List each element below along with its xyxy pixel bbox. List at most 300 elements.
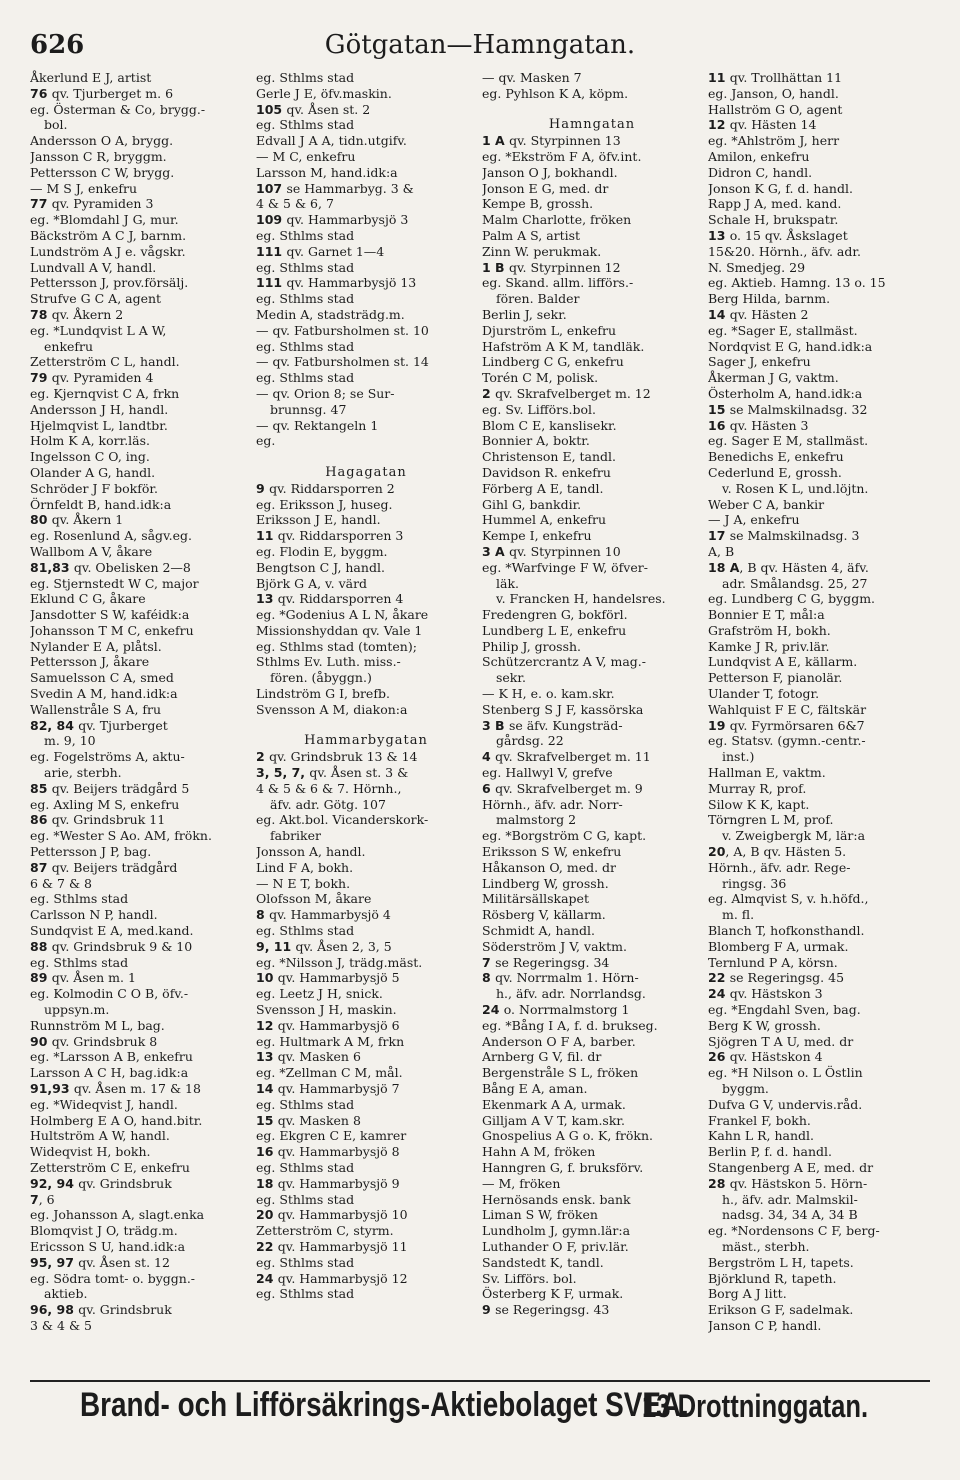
directory-entry: Sundqvist E A, med.kand.: [30, 923, 194, 939]
directory-entry: Gerle J E, öfv.maskin.: [256, 85, 392, 101]
directory-entry: läk.: [496, 575, 519, 591]
directory-entry: 10 qv. Hammarbysjö 5: [256, 970, 400, 986]
directory-entry: 16 qv. Hästen 3: [708, 417, 809, 433]
street-heading: Hammarbygatan: [304, 733, 428, 749]
directory-entry: eg. *Wester S Ao. AM, frökn.: [30, 828, 212, 844]
directory-entry: 18 qv. Hammarbysjö 9: [256, 1175, 400, 1191]
directory-entry: Österberg K F, urmak.: [482, 1286, 624, 1302]
directory-entry: 2 qv. Grindsbruk 13 & 14: [256, 749, 418, 765]
directory-entry: Jansson C R, bryggm.: [30, 148, 167, 164]
directory-entry: eg. Sthlms stad: [30, 891, 129, 907]
directory-entry: Bonnier A, boktr.: [482, 433, 590, 449]
directory-entry: h., äfv. adr. Malmskil-: [722, 1191, 858, 1207]
directory-entry: — K H, e. o. kam.skr.: [482, 686, 615, 702]
advertisement-text: Brand- och Lifförsäkrings-Aktiebolaget SVEA.: [80, 1386, 689, 1424]
directory-entry: Zetterström C E, enkefru: [30, 1159, 190, 1175]
directory-entry: Ulander T, fotogr.: [708, 686, 820, 702]
directory-entry: Stangenberg A E, med. dr: [708, 1159, 874, 1175]
directory-entry: N. Smedjeg. 29: [708, 259, 806, 275]
directory-entry: 13 qv. Masken 6: [256, 1049, 361, 1065]
directory-entry: Holmberg E A O, hand.bitr.: [30, 1112, 203, 1128]
street-heading: Hagagatan: [325, 464, 407, 480]
directory-entry: Schützercrantz A V, mag.-: [482, 654, 647, 670]
directory-entry: Lindberg C G, enkefru: [482, 354, 624, 370]
directory-entry: eg. Sthlms stad: [256, 259, 355, 275]
directory-entry: Holm K A, korr.läs.: [30, 433, 151, 449]
directory-entry: Edvall J A A, tidn.utgifv.: [256, 133, 407, 149]
directory-entry: Hummel A, enkefru: [482, 512, 607, 528]
page-header: [0, 28, 960, 68]
directory-entry: Johansson T M C, enkefru: [30, 622, 194, 638]
directory-entry: Ericsson S U, hand.idk:a: [30, 1238, 186, 1254]
directory-entry: Eriksson S W, enkefru: [482, 844, 622, 860]
directory-entry: eg. *Sager E, stallmäst.: [708, 322, 858, 338]
directory-entry: Andersson O A, brygg.: [30, 133, 174, 149]
directory-entry: Eklund C G, åkare: [30, 591, 146, 607]
directory-entry: 4 & 5 & 6 & 7. Hörnh.,: [256, 780, 402, 796]
directory-entry: Ternlund P A, körsn.: [708, 954, 838, 970]
directory-entry: Christenson E, tandl.: [482, 449, 617, 465]
directory-entry: eg. Stjernstedt W C, major: [30, 575, 199, 591]
directory-entry: brunnsg. 47: [270, 401, 347, 417]
directory-entry: Ingelsson C O, ing.: [30, 449, 150, 465]
directory-entry: eg. Akt.bol. Vicanderskork-: [256, 812, 429, 828]
directory-column-1: [30, 70, 250, 1378]
directory-entry: Gilljam A V T, kam.skr.: [482, 1112, 625, 1128]
directory-entry: 95, 97 qv. Åsen st. 12: [30, 1254, 170, 1270]
directory-entry: Schale H, brukspatr.: [708, 212, 839, 228]
directory-entry: Benedichs E, enkefru: [708, 449, 844, 465]
directory-entry: 7 se Regeringsg. 34: [482, 954, 610, 970]
directory-entry: enkefru: [44, 338, 94, 354]
directory-entry: Bergström L H, tapets.: [708, 1254, 854, 1270]
directory-entry: m. fl.: [722, 907, 755, 923]
directory-entry: gårdsg. 22: [496, 733, 564, 749]
directory-entry: — qv. Orion 8; se Sur-: [256, 385, 395, 401]
directory-entry: — M C, enkefru: [256, 148, 356, 164]
directory-entry: v. Francken H, handelsres.: [496, 591, 666, 607]
directory-entry: Luthander O F, priv.lär.: [482, 1238, 629, 1254]
directory-entry: Amilon, enkefru: [708, 148, 810, 164]
page-title: Götgatan—Hamngatan.: [324, 30, 636, 60]
directory-entry: Berlin P, f. d. handl.: [708, 1144, 833, 1160]
directory-entry: 91,93 qv. Åsen m. 17 & 18: [30, 1081, 201, 1096]
directory-entry: Hafström A K M, tandläk.: [482, 338, 645, 354]
directory-entry: eg. *Larsson A B, enkefru: [30, 1049, 193, 1065]
directory-entry: Grafström H, bokh.: [708, 622, 831, 638]
directory-entry: Kempe I, enkefru: [482, 528, 592, 544]
directory-entry: uppsyn.m.: [44, 1002, 110, 1018]
directory-entry: Fredengren G, bokförl.: [482, 607, 628, 623]
directory-entry: 80 qv. Åkern 1: [30, 512, 124, 528]
directory-entry: Hernösands ensk. bank: [482, 1191, 631, 1207]
directory-entry: Bonnier E T, mål:a: [708, 607, 825, 623]
directory-entry: eg. *Ekström F A, öfv.int.: [482, 148, 642, 164]
directory-entry: Samuelsson C A, smed: [30, 670, 174, 686]
directory-entry: 1 A qv. Styrpinnen 13: [482, 133, 621, 149]
directory-entry: Torén C M, polisk.: [482, 370, 599, 386]
directory-entry: eg. Flodin E, byggm.: [256, 543, 388, 559]
directory-entry: Medin A, stadsträdg.m.: [256, 306, 405, 322]
directory-entry: Sthlms Ev. Luth. miss.-: [256, 654, 401, 670]
directory-entry: 14 qv. Hammarbysjö 7: [256, 1081, 400, 1096]
directory-entry: Schröder J F bokför.: [30, 480, 158, 496]
directory-entry: Åkerman J G, vaktm.: [708, 370, 839, 386]
directory-entry: [482, 102, 702, 118]
directory-entry: Lundholm J, gymn.lär:a: [482, 1223, 631, 1239]
directory-column-2: [256, 70, 476, 1378]
directory-entry: Davidson R. enkefru: [482, 464, 611, 480]
directory-entry: eg. Skand. allm. lifförs.-: [482, 275, 634, 291]
directory-entry: 28 qv. Hästskon 5. Hörn-: [708, 1175, 868, 1191]
directory-entry: Bäckström A C J, barnm.: [30, 227, 187, 243]
directory-entry: eg. Sthlms stad: [256, 923, 355, 939]
directory-entry: eg. Sthlms stad: [256, 70, 355, 85]
directory-entry: Hultström A W, handl.: [30, 1128, 170, 1144]
directory-entry: eg. Österman & Co, brygg.-: [30, 101, 206, 117]
directory-entry: eg. *Wideqvist J, handl.: [30, 1096, 178, 1112]
directory-entry: eg. Sthlms stad (tomten);: [256, 638, 417, 654]
directory-entry: Bång E A, aman.: [482, 1081, 588, 1096]
directory-entry: Jonson E G, med. dr: [482, 180, 609, 196]
directory-entry: Kempe B, grossh.: [482, 196, 594, 212]
directory-entry: Lind F A, bokh.: [256, 859, 354, 875]
directory-entry: Palm A S, artist: [482, 227, 581, 243]
directory-entry: 12 qv. Hästen 14: [708, 117, 817, 133]
directory-entry: Jonson K G, f. d. handl.: [708, 180, 853, 196]
directory-entry: eg. Axling M S, enkefru: [30, 796, 180, 812]
directory-entry: adr. Smålandsg. 25, 27: [722, 575, 868, 591]
directory-entry: Rösberg V, källarm.: [482, 907, 606, 923]
directory-entry: eg. Sthlms stad: [256, 1159, 355, 1175]
directory-entry: 20, A, B qv. Hästen 5.: [708, 844, 847, 860]
directory-entry: Svensson J H, maskin.: [256, 1002, 397, 1018]
directory-entry: Arnberg G V, fil. dr: [482, 1049, 602, 1065]
directory-entry: eg. *Borgström C G, kapt.: [482, 828, 647, 844]
directory-entry: Svensson A M, diakon:a: [256, 701, 408, 717]
directory-entry: h., äfv. adr. Norrlandsg.: [496, 986, 646, 1002]
directory-entry: Dufva G V, undervis.råd.: [708, 1096, 863, 1112]
directory-entry: eg. Sthlms stad: [256, 1096, 355, 1112]
directory-entry: eg. Sthlms stad: [256, 338, 355, 354]
directory-entry: 15 se Malmskilnadsg. 32: [708, 401, 868, 417]
directory-entry: sekr.: [496, 670, 526, 686]
directory-entry: 109 qv. Hammarbysjö 3: [256, 212, 409, 228]
directory-entry: Djurström L, enkefru: [482, 322, 617, 338]
directory-entry: eg. *Godenius A L N, åkare: [256, 607, 429, 623]
directory-entry: Kamke J R, priv.lär.: [708, 638, 830, 654]
directory-entry: Missionshyddan qv. Vale 1: [256, 622, 423, 638]
advertisement-address: 13 Drottninggatan.: [642, 1388, 869, 1424]
advertisement-footer: [30, 1380, 930, 1434]
directory-entry: Lundström A J e. vågskr.: [30, 243, 186, 259]
directory-entry: Militärsällskapet: [482, 891, 589, 907]
directory-entry: Ekenmark A A, urmak.: [482, 1096, 626, 1112]
directory-entry: 18 A, B qv. Hästen 4, äfv.: [708, 559, 869, 575]
directory-entry: eg. Eriksson J, huseg.: [256, 496, 393, 512]
directory-entry: nadsg. 34, 34 A, 34 B: [722, 1207, 858, 1223]
directory-entry: m. 9, 10: [44, 733, 96, 749]
directory-entry: 9, 11 qv. Åsen 2, 3, 5: [256, 938, 392, 954]
directory-entry: 9 qv. Riddarsporren 2: [256, 480, 395, 496]
directory-entry: malmstorg 2: [496, 812, 577, 828]
directory-entry: 111 qv. Hammarbysjö 13: [256, 275, 417, 291]
directory-entry: 77 qv. Pyramiden 3: [30, 196, 154, 212]
directory-entry: Sjögren T A U, med. dr: [708, 1033, 854, 1049]
directory-entry: eg. Kolmodin C O B, öfv.-: [30, 986, 189, 1002]
directory-entry: Pettersson J, åkare: [30, 654, 150, 670]
directory-entry: Zinn W. perukmak.: [482, 243, 602, 259]
directory-entry: Bengtson C J, handl.: [256, 559, 385, 575]
directory-entry: eg. *Nordensons C F, berg-: [708, 1223, 880, 1239]
directory-entry: Didron C, handl.: [708, 164, 813, 180]
directory-entry: Lundvall A V, handl.: [30, 259, 157, 275]
directory-entry: Nylander E A, plåtsl.: [30, 638, 162, 654]
directory-entry: 24 o. Norrmalmstorg 1: [482, 1002, 630, 1018]
directory-entry: Lindström G I, brefb.: [256, 686, 390, 702]
directory-entry: eg. Pyhlson K A, köpm.: [482, 85, 629, 101]
directory-entry: bol.: [44, 117, 68, 133]
directory-entry: eg. Lundberg C G, byggm.: [708, 591, 876, 607]
directory-entry: Zetterström C, styrm.: [256, 1223, 394, 1239]
directory-entry: 14 qv. Hästen 2: [708, 306, 809, 322]
directory-entry: eg. Kjernqvist C A, frkn: [30, 385, 180, 401]
directory-entry: Blomqvist J O, trädg.m.: [30, 1223, 178, 1239]
directory-entry: Björklund R, tapeth.: [708, 1270, 837, 1286]
directory-entry: Gihl G, bankdir.: [482, 496, 582, 512]
directory-entry: 22 se Regeringsg. 45: [708, 970, 845, 986]
directory-entry: 3 B se äfv. Kungsträd-: [482, 717, 623, 733]
directory-entry: Frankel F, bokh.: [708, 1112, 811, 1128]
directory-entry: Runnström M L, bag.: [30, 1017, 165, 1033]
directory-entry: eg. Sthlms stad: [256, 370, 355, 386]
directory-entry: Björk G A, v. värd: [256, 575, 368, 591]
directory-entry: Bergenstråle S L, fröken: [482, 1065, 639, 1081]
directory-entry: 4 & 5 & 6, 7: [256, 196, 334, 212]
directory-entry: 90 qv. Grindsbruk 8: [30, 1033, 158, 1049]
directory-entry: Berg Hilda, barnm.: [708, 291, 831, 307]
directory-entry: Hörnh., äfv. adr. Rege-: [708, 859, 851, 875]
directory-entry: 81,83 qv. Obelisken 2—8: [30, 559, 191, 575]
directory-entry: eg. Fogelströms A, aktu-: [30, 749, 185, 765]
directory-entry: v. Rosen K L, und.löjtn.: [722, 480, 869, 496]
directory-entry: 24 qv. Hammarbysjö 12: [256, 1270, 408, 1286]
directory-entry: 20 qv. Hammarbysjö 10: [256, 1207, 408, 1223]
directory-entry: mäst., sterbh.: [722, 1238, 810, 1254]
directory-entry: [256, 718, 476, 734]
directory-entry: Håkanson O, med. dr: [482, 859, 617, 875]
directory-entry: Pettersson J P, bag.: [30, 844, 152, 860]
directory-entry: 78 qv. Åkern 2: [30, 306, 124, 322]
directory-entry: 107 se Hammarbyg. 3 &: [256, 180, 414, 196]
directory-entry: eg. Sthlms stad: [30, 954, 129, 970]
directory-entry: eg. Janson, O, handl.: [708, 85, 839, 101]
directory-entry: eg. Hallwyl V, grefve: [482, 765, 613, 781]
directory-entry: 15 qv. Masken 8: [256, 1112, 361, 1128]
directory-entry: Söderström J V, vaktm.: [482, 938, 627, 954]
directory-entry: Larsson A C H, bag.idk:a: [30, 1065, 189, 1081]
directory-entry: Murray R, prof.: [708, 780, 807, 796]
directory-entry: 6 qv. Skrafvelberget m. 9: [482, 780, 643, 796]
directory-entry: Nordqvist E G, hand.idk:a: [708, 338, 873, 354]
directory-entry: eg. *Blomdahl J G, mur.: [30, 212, 179, 228]
directory-entry: 88 qv. Grindsbruk 9 & 10: [30, 938, 193, 954]
directory-entry: eg. Almqvist S, v. h.höfd.,: [708, 891, 869, 907]
directory-entry: 13 qv. Riddarsporren 4: [256, 591, 404, 607]
directory-entry: 92, 94 qv. Grindsbruk: [30, 1175, 172, 1191]
directory-entry: Rapp J A, med. kand.: [708, 196, 842, 212]
directory-entry: 24 qv. Hästskon 3: [708, 986, 823, 1002]
directory-entry: eg. Johansson A, slagt.enka: [30, 1207, 205, 1223]
directory-entry: eg. Hultmark A M, frkn: [256, 1033, 405, 1049]
directory-entry: — qv. Fatbursholmen st. 14: [256, 354, 429, 370]
directory-entry: eg. *Lundqvist L A W,: [30, 322, 167, 338]
directory-entry: Hjelmqvist L, landtbr.: [30, 417, 168, 433]
directory-entry: Hanngren G, f. bruksförv.: [482, 1159, 644, 1175]
directory-entry: Wahlquist F E C, fältskär: [708, 701, 867, 717]
directory-entry: eg. Leetz J H, snick.: [256, 986, 383, 1002]
directory-entry: 8 qv. Norrmalm 1. Hörn-: [482, 970, 639, 986]
directory-entry: Sager J, enkefru: [708, 354, 811, 370]
directory-entry: Malm Charlotte, fröken: [482, 212, 632, 228]
directory-entry: inst.): [722, 749, 755, 765]
directory-entry: Petterson F, pianolär.: [708, 670, 843, 686]
directory-entry: Sv. Lifförs. bol.: [482, 1270, 577, 1286]
directory-entry: Erikson G F, sadelmak.: [708, 1302, 854, 1318]
directory-entry: Liman S W, fröken: [482, 1207, 598, 1223]
directory-entry: Jonsson A, handl.: [256, 844, 366, 860]
directory-entry: eg. *Ahlström J, herr: [708, 133, 840, 149]
directory-entry: Österholm A, hand.idk:a: [708, 385, 863, 401]
directory-entry: 111 qv. Garnet 1—4: [256, 243, 385, 259]
directory-entry: 16 qv. Hammarbysjö 8: [256, 1144, 400, 1160]
directory-entry: Olander A G, handl.: [30, 464, 156, 480]
directory-entry: Hörnh., äfv. adr. Norr-: [482, 796, 623, 812]
directory-entry: Blanch T, hofkonsthandl.: [708, 923, 865, 939]
directory-entry: 26 qv. Hästskon 4: [708, 1049, 823, 1065]
directory-entry: 11 qv. Trollhättan 11: [708, 70, 843, 85]
directory-entry: Jansdotter S W, kaféidk:a: [30, 607, 190, 623]
directory-entry: arie, sterbh.: [44, 765, 122, 781]
directory-entry: eg. *Zellman C M, mål.: [256, 1065, 403, 1081]
directory-entry: A, B: [708, 543, 735, 559]
directory-entry: Pettersson C W, brygg.: [30, 164, 175, 180]
directory-entry: fören. Balder: [496, 291, 580, 307]
directory-entry: — M, fröken: [482, 1175, 561, 1191]
directory-entry: Olofsson M, åkare: [256, 891, 372, 907]
directory-entry: 17 se Malmskilnadsg. 3: [708, 528, 860, 544]
directory-entry: äfv. adr. Götg. 107: [270, 796, 386, 812]
directory-entry: 89 qv. Åsen m. 1: [30, 970, 136, 986]
directory-entry: eg. Sthlms stad: [256, 227, 355, 243]
directory-entry: 19 qv. Fyrmörsaren 6&7: [708, 717, 865, 733]
directory-entry: eg. Södra tomt- o. byggn.-: [30, 1270, 196, 1286]
directory-entry: eg. Sthlms stad: [256, 1286, 355, 1302]
directory-entry: Sandstedt K, tandl.: [482, 1254, 604, 1270]
directory-entry: Örnfeldt B, hand.idk:a: [30, 496, 172, 512]
directory-entry: eg. Statsv. (gymn.-centr.-: [708, 733, 866, 749]
directory-entry: eg. *Engdahl Sven, bag.: [708, 1002, 861, 1018]
directory-entry: Berlin J, sekr.: [482, 306, 567, 322]
directory-entry: Anderson O F A, barber.: [482, 1033, 636, 1049]
directory-entry: aktieb.: [44, 1286, 88, 1302]
directory-entry: eg. Rosenlund A, sågv.eg.: [30, 528, 192, 544]
directory-entry: 13 o. 15 qv. Åskslaget: [708, 227, 848, 243]
directory-entry: 7, 6: [30, 1191, 55, 1207]
directory-entry: eg. *Nilsson J, trädg.mäst.: [256, 954, 423, 970]
directory-entry: — J A, enkefru: [708, 512, 800, 528]
directory-entry: ringsg. 36: [722, 875, 787, 891]
directory-entry: fabriker: [270, 828, 322, 844]
directory-entry: Weber C A, bankir: [708, 496, 825, 512]
street-heading: Hamngatan: [548, 117, 636, 133]
directory-entry: Borg A J litt.: [708, 1286, 787, 1302]
directory-entry: 79 qv. Pyramiden 4: [30, 370, 154, 386]
directory-entry: eg. Aktieb. Hamng. 13 o. 15: [708, 275, 886, 291]
directory-entry: — qv. Masken 7: [482, 70, 582, 85]
directory-entry: 105 qv. Åsen st. 2: [256, 101, 371, 117]
directory-entry: Hallman E, vaktm.: [708, 765, 826, 781]
directory-column-4: [708, 70, 928, 1378]
directory-entry: eg. Sager E M, stallmäst.: [708, 433, 869, 449]
directory-entry: Svedin A M, hand.idk:a: [30, 686, 178, 702]
directory-entry: Larsson M, hand.idk:a: [256, 164, 398, 180]
directory-entry: Åkerlund E J, artist: [30, 70, 152, 85]
directory-entry: Kahn L R, handl.: [708, 1128, 815, 1144]
directory-entry: Lindberg W, grossh.: [482, 875, 609, 891]
directory-entry: eg. Ekgren C E, kamrer: [256, 1128, 407, 1144]
directory-entry: 82, 84 qv. Tjurberget: [30, 717, 168, 733]
directory-entry: Pettersson J, prov.försälj.: [30, 275, 189, 291]
directory-entry: Lundberg L E, enkefru: [482, 622, 627, 638]
directory-entry: 3, 5, 7, qv. Åsen st. 3 &: [256, 765, 409, 781]
directory-entry: Andersson J H, handl.: [30, 401, 169, 417]
directory-entry: Lundqvist A E, källarm.: [708, 654, 858, 670]
directory-entry: Blomberg F A, urmak.: [708, 938, 849, 954]
directory-entry: Schmidt A, handl.: [482, 923, 595, 939]
directory-columns: [30, 70, 930, 1378]
directory-entry: Carlsson N P, handl.: [30, 907, 158, 923]
directory-entry: 11 qv. Riddarsporren 3: [256, 528, 404, 544]
directory-entry: 1 B qv. Styrpinnen 12: [482, 259, 621, 275]
directory-entry: 86 qv. Grindsbruk 11: [30, 812, 166, 828]
directory-entry: v. Zweigbergk M, lär:a: [722, 828, 866, 844]
directory-entry: — qv. Fatbursholmen st. 10: [256, 322, 429, 338]
directory-entry: — N E T, bokh.: [256, 875, 351, 891]
directory-entry: 96, 98 qv. Grindsbruk: [30, 1302, 172, 1318]
directory-entry: Janson C P, handl.: [708, 1317, 822, 1333]
directory-entry: Hahn A M, fröken: [482, 1144, 596, 1160]
directory-entry: Janson O J, bokhandl.: [482, 164, 618, 180]
directory-entry: Silow K K, kapt.: [708, 796, 810, 812]
directory-entry: eg. Sthlms stad: [256, 1191, 355, 1207]
directory-entry: 8 qv. Hammarbysjö 4: [256, 907, 391, 923]
directory-entry: eg. *Bång I A, f. d. brukseg.: [482, 1017, 658, 1033]
directory-entry: — qv. Rektangeln 1: [256, 417, 379, 433]
directory-entry: Wideqvist H, bokh.: [30, 1144, 151, 1160]
directory-entry: 3 A qv. Styrpinnen 10: [482, 543, 621, 559]
directory-entry: 76 qv. Tjurberget m. 6: [30, 85, 174, 101]
directory-entry: Törngren L M, prof.: [708, 812, 834, 828]
directory-entry: eg. Sv. Lifförs.bol.: [482, 401, 597, 417]
directory-entry: Wallbom A V, åkare: [30, 543, 153, 559]
directory-entry: 3 & 4 & 5: [30, 1317, 93, 1333]
directory-entry: Wallenstråle S A, fru: [30, 701, 162, 717]
directory-entry: Zetterström C L, handl.: [30, 354, 180, 370]
directory-entry: byggm.: [722, 1081, 769, 1096]
directory-entry: 22 qv. Hammarbysjö 11: [256, 1238, 408, 1254]
directory-entry: eg. *H Nilson o. L Östlin: [708, 1065, 863, 1081]
